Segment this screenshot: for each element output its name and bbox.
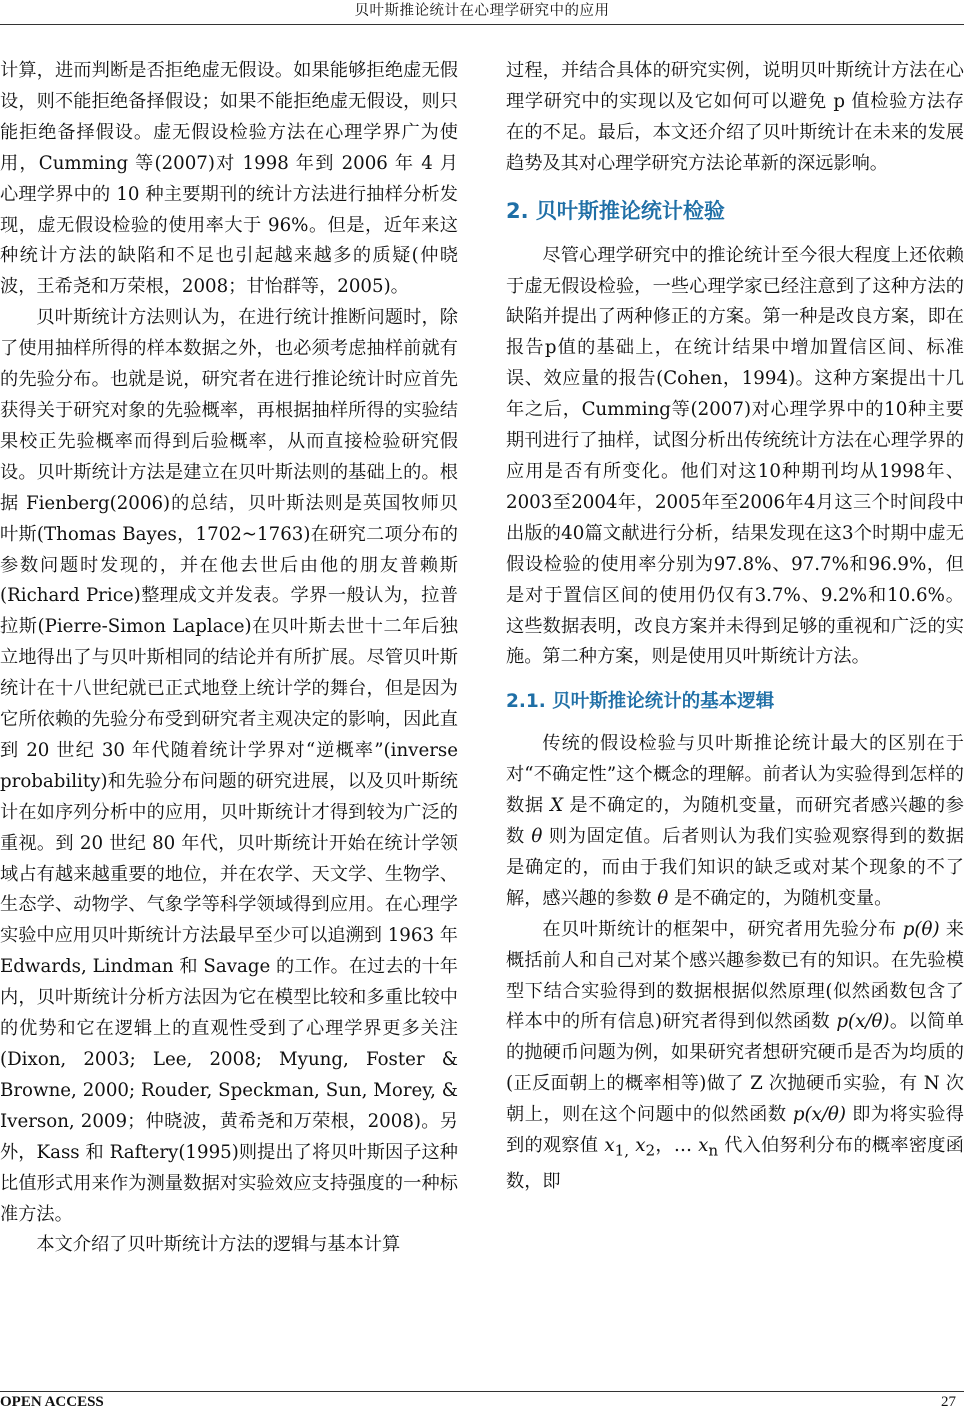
math-expression: p(x/θ) bbox=[836, 1011, 890, 1033]
math-symbol: x bbox=[604, 1135, 615, 1157]
math-subscript: 1, bbox=[614, 1141, 630, 1160]
footer-rule bbox=[0, 1391, 964, 1392]
journal-label: OPEN ACCESS bbox=[0, 1394, 104, 1410]
page-number: 27 bbox=[941, 1394, 956, 1410]
math-subscript: 2 bbox=[645, 1141, 656, 1160]
subsection-heading: 2.1. 贝叶斯推论统计的基本逻辑 bbox=[506, 691, 775, 713]
text-run: 。以简单的抛硬币问题为例，如果研究者想研究硬币是否为均质的(正反面朝上的概率相等)做了 Z 次抛硬币实验，有 N 次朝上，则在这个问题中的似然函数 bbox=[506, 1011, 964, 1126]
body-paragraph bbox=[506, 915, 964, 1198]
math-expression: p(x/θ) bbox=[792, 1104, 846, 1126]
text-run: 即为将实验得到的观察值 bbox=[506, 1104, 964, 1157]
math-symbol: x bbox=[635, 1135, 646, 1157]
body-paragraph: 本文介绍了贝叶斯统计方法的逻辑与基本计算 bbox=[36, 1234, 401, 1256]
text-run: 则为固定值。后者则认为我们实验观察得到的数据是确定的，而由于我们知识的缺乏或对某个现象的不了解，感兴趣的参数 bbox=[506, 826, 964, 909]
math-symbol: x bbox=[698, 1135, 709, 1157]
running-title: 贝叶斯推论统计在心理学研究中的应用 bbox=[354, 3, 610, 19]
header-rule bbox=[0, 24, 964, 25]
left-column bbox=[0, 56, 458, 1261]
body-paragraph: 过程，并结合具体的研究实例，说明贝叶斯统计方法在心理学研究中的实现以及它如何可以避免 p 值检验方法存在的不足。最后，本文还介绍了贝叶斯统计在未来的发展趋势及其对心理学研究方法论革新的深远影响。 bbox=[506, 60, 964, 174]
body-paragraph bbox=[506, 729, 964, 914]
right-column bbox=[506, 56, 964, 1198]
math-symbol: X bbox=[550, 795, 564, 817]
text-run: 代入伯努利分布的概率密度函数，即 bbox=[506, 1135, 964, 1192]
math-subscript: n bbox=[708, 1141, 719, 1160]
math-symbol: θ bbox=[657, 887, 669, 909]
text-run: 是不确定的，为随机变量，而研究者感兴趣的参数 bbox=[506, 795, 964, 848]
text-run: 是不确定的，为随机变量。 bbox=[668, 887, 893, 909]
text-run: 来概括前人和自己对某个感兴趣参数已有的知识。在先验模型下结合实验得到的数据根据似然原理(似然函数包含了样本中的所有信息)研究者得到似然函数 bbox=[506, 918, 964, 1033]
body-paragraph: 尽管心理学研究中的推论统计至今很大程度上还依赖于虚无假设检验，一些心理学家已经注意到了这种方法的缺陷并提出了两种修正的方案。第一种是改良方案，即在报告p值的基础上，在统计结果中增加置信区间、标准误、效应量的报告(Cohen，1994)。这种方案提出十几年之后，Cumming等(2007)对心理学界中的10种主要期刊进行了抽样，试图分析出传统统计方法在心理学界的应用是否有所变化。他们对这10种期刊均从1998年、2003至2004年，2005年至2006年4月这三个时间段中出版的40篇文献进行分析，结果发现在这3个时期中虚无假设检验的使用率分别为97.8%、97.7%和96.9%，但是对于置信区间的使用仍仅有3.7%、9.2%和10.6%。这些数据表明，改良方案并未得到足够的重视和广泛的实施。第二种方案，则是使用贝叶斯统计方法。 bbox=[506, 244, 964, 668]
section-heading: 2. 贝叶斯推论统计检验 bbox=[506, 198, 725, 223]
body-paragraph: 贝叶斯统计方法则认为，在进行统计推断问题时，除了使用抽样所得的样本数据之外，也必须考虑抽样前就有的先验分布。也就是说，研究者在进行推论统计时应首先获得关于研究对象的先验概率，再根据抽样所得的实验结果校正先验概率而得到后验概率，从而直接检验研究假设。贝叶斯统计方法是建立在贝叶斯法则的基础上的。根据 Fienberg(2006)的总结，贝叶斯法则是英国牧师贝叶斯(Thomas Bayes，1702~1763)在研究二项分布的参数问题时发现的，并在他去世后由他的朋友普赖斯(Richard Price)整理成文并发表。学界一般认为，拉普拉斯(Pierre-Simon Laplace)在贝叶斯去世十二年后独立地得出了与贝叶斯相同的结论并有所扩展。尽管贝叶斯统计在十八世纪就已正式地登上统计学的舞台，但是因为它所依赖的先验分布受到研究者主观决定的影响，因此直到 20 世纪 30 年代随着统计学界对“逆概率”(inverse probability)和先验分布问题的研究进展，以及贝叶斯统计在如序列分析中的应用，贝叶斯统计才得到较为广泛的重视。到 20 世纪 80 年代，贝叶斯统计开始在统计学领域占有越来越重要的地位，并在农学、天文学、生物学、生态学、动物学、气象学等科学领域得到应用。在心理学实验中应用贝叶斯统计方法最早至少可以追溯到 1963 年 Edwards, Lindman 和 Savage 的工作。在过去的十年内，贝叶斯统计分析方法因为它在模型比较和多重比较中的优势和它在逻辑上的直观性受到了心理学界更多关注(Dixon, 2003; Lee, 2008; Myung, Foster & Browne, 2000; Rouder, Speckman, Sun, Morey, & Iverson, 2009；仲晓波，黄希尧和万荣根，2008)。另外，Kass 和 Raftery(1995)则提出了将贝叶斯因子这种比值形式用来作为测量数据对实验效应支持强度的一种标准方法。 bbox=[0, 307, 458, 1225]
math-expression: p(θ) bbox=[902, 918, 940, 940]
text-run: ，… bbox=[655, 1135, 699, 1157]
body-paragraph: 计算，进而判断是否拒绝虚无假设。如果能够拒绝虚无假设，则不能拒绝备择假设；如果不能拒绝虚无假设，则只能拒绝备择假设。虚无假设检验方法在心理学界广为使用，Cumming 等(2007)对 1998 年到 2006 年 4 月心理学界中的 10 种主要期刊的统计方法进行抽样分析发现，虚无假设检验的使用率大于 96%。但是，近年来这种统计方法的缺陷和不足也引起越来越多的质疑(仲晓波，王希尧和万荣根，2008；甘怡群等，2005)。 bbox=[0, 60, 458, 298]
text-run: 在贝叶斯统计的框架中，研究者用先验分布 bbox=[542, 918, 903, 940]
text-run: 传统的假设检验与贝叶斯推论统计最大的区别在于对“不确定性”这个概念的理解。前者认为实验得到怎样的数据 bbox=[506, 733, 964, 817]
math-symbol: θ bbox=[531, 826, 543, 848]
